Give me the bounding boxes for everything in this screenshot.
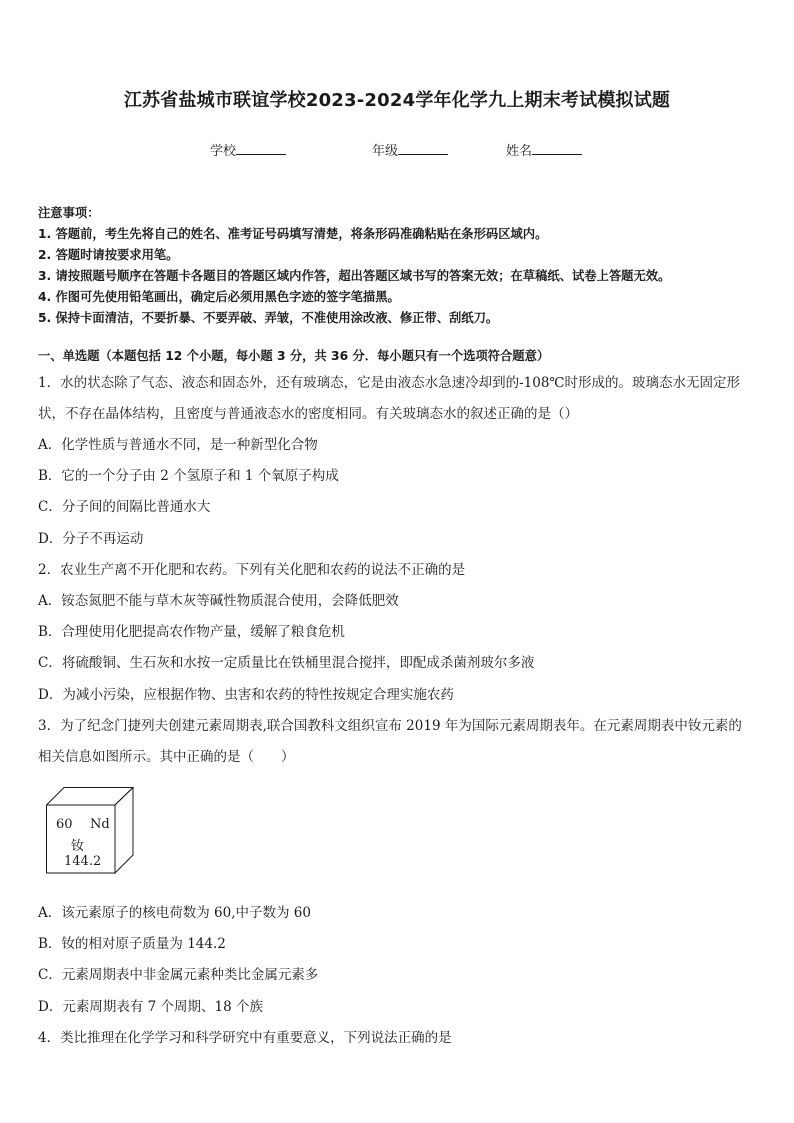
name-label: 姓名 <box>506 144 533 159</box>
q2-option-c[interactable]: C．将硫酸铜、生石灰和水按一定质量比在铁桶里混合搅拌，即配成杀菌剂玻尔多液 <box>38 655 535 671</box>
section-title: 一、单选题（本题包括 12 个小题，每小题 3 分，共 36 分．每小题只有一个选项符合题意） <box>38 349 550 363</box>
exam-title: 江苏省盐城市联谊学校2023-2024学年化学九上期末考试模拟试题 <box>123 90 671 111</box>
q4-stem: 4．类比推理在化学学习和科学研究中有重要意义，下列说法正确的是 <box>38 1030 452 1046</box>
atomic-mass: 144.2 <box>64 854 102 869</box>
q3-stem-line2: 相关信息如图所示。其中正确的是（ ） <box>38 749 295 765</box>
grade-label: 年级 <box>372 144 399 159</box>
q1-option-d[interactable]: D．分子不再运动 <box>38 531 144 547</box>
notice-item: 3. 请按照题号顺序在答题卡各题目的答题区域内作答，超出答题区域书写的答案无效；在草稿纸、试卷上答题无效。 <box>38 269 671 283</box>
q1-stem-line2: 状，不存在晶体结构，且密度与普通液态水的密度相同。有关玻璃态水的叙述正确的是（） <box>38 406 578 422</box>
q2-option-b[interactable]: B．合理使用化肥提高农作物产量，缓解了粮食危机 <box>38 624 345 640</box>
q1-option-a[interactable]: A．化学性质与普通水不同，是一种新型化合物 <box>38 437 318 453</box>
atomic-number: 60 <box>56 817 73 832</box>
q1-option-b[interactable]: B．它的一个分子由 2 个氢原子和 1 个氧原子构成 <box>38 468 339 484</box>
school-field[interactable] <box>210 140 286 159</box>
school-label: 学校 <box>210 144 237 159</box>
element-name: 钕 <box>71 839 85 854</box>
notice-item: 5. 保持卡面清洁，不要折暴、不要弄破、弄皱，不准使用涂改液、修正带、刮纸刀。 <box>38 311 499 325</box>
notice-heading: 注意事项： <box>38 206 100 220</box>
student-info-row <box>0 140 794 160</box>
school-blank[interactable] <box>236 141 286 155</box>
q2-option-d[interactable]: D．为减小污染，应根据作物、虫害和农药的特性按规定合理实施农药 <box>38 687 454 703</box>
name-field[interactable] <box>506 140 582 159</box>
grade-blank[interactable] <box>398 141 448 155</box>
q3-stem-line1: 3．为了纪念门捷列夫创建元素周期表,联合国教科文组织宣布 2019 年为国际元素周期表年。在元素周期表中钕元素的 <box>38 718 742 734</box>
q3-option-d[interactable]: D．元素周期表有 7 个周期、18 个族 <box>38 999 263 1015</box>
notice-item: 1. 答题前，考生先将自己的姓名、准考证号码填写清楚，将条形码准确粘贴在条形码区域内。 <box>38 227 548 241</box>
q2-stem: 2．农业生产离不开化肥和农药。下列有关化肥和农药的说法不正确的是 <box>38 562 466 578</box>
q3-option-a[interactable]: A．该元素原子的核电荷数为 60,中子数为 60 <box>38 905 311 921</box>
element-symbol: Nd <box>90 817 110 832</box>
q1-stem-line1: 1．水的状态除了气态、液态和固态外，还有玻璃态，它是由液态水急速冷却到的-108℃时形成的。玻璃态水无固定形 <box>38 375 741 391</box>
q1-option-c[interactable]: C．分子间的间隔比普通水大 <box>38 499 211 515</box>
q3-option-b[interactable]: B．钕的相对原子质量为 144.2 <box>38 936 226 952</box>
notice-item: 4. 作图可先使用铅笔画出，确定后必须用黑色字迹的签字笔描黑。 <box>38 290 400 304</box>
q3-option-c[interactable]: C．元素周期表中非金属元素种类比金属元素多 <box>38 967 319 983</box>
grade-field[interactable] <box>372 140 448 159</box>
notice-item: 2. 答题时请按要求用笔。 <box>38 248 179 262</box>
name-blank[interactable] <box>532 141 582 155</box>
periodic-element-card <box>46 787 134 873</box>
notice-block <box>38 203 768 329</box>
q2-option-a[interactable]: A．铵态氮肥不能与草木灰等碱性物质混合使用，会降低肥效 <box>38 593 399 609</box>
